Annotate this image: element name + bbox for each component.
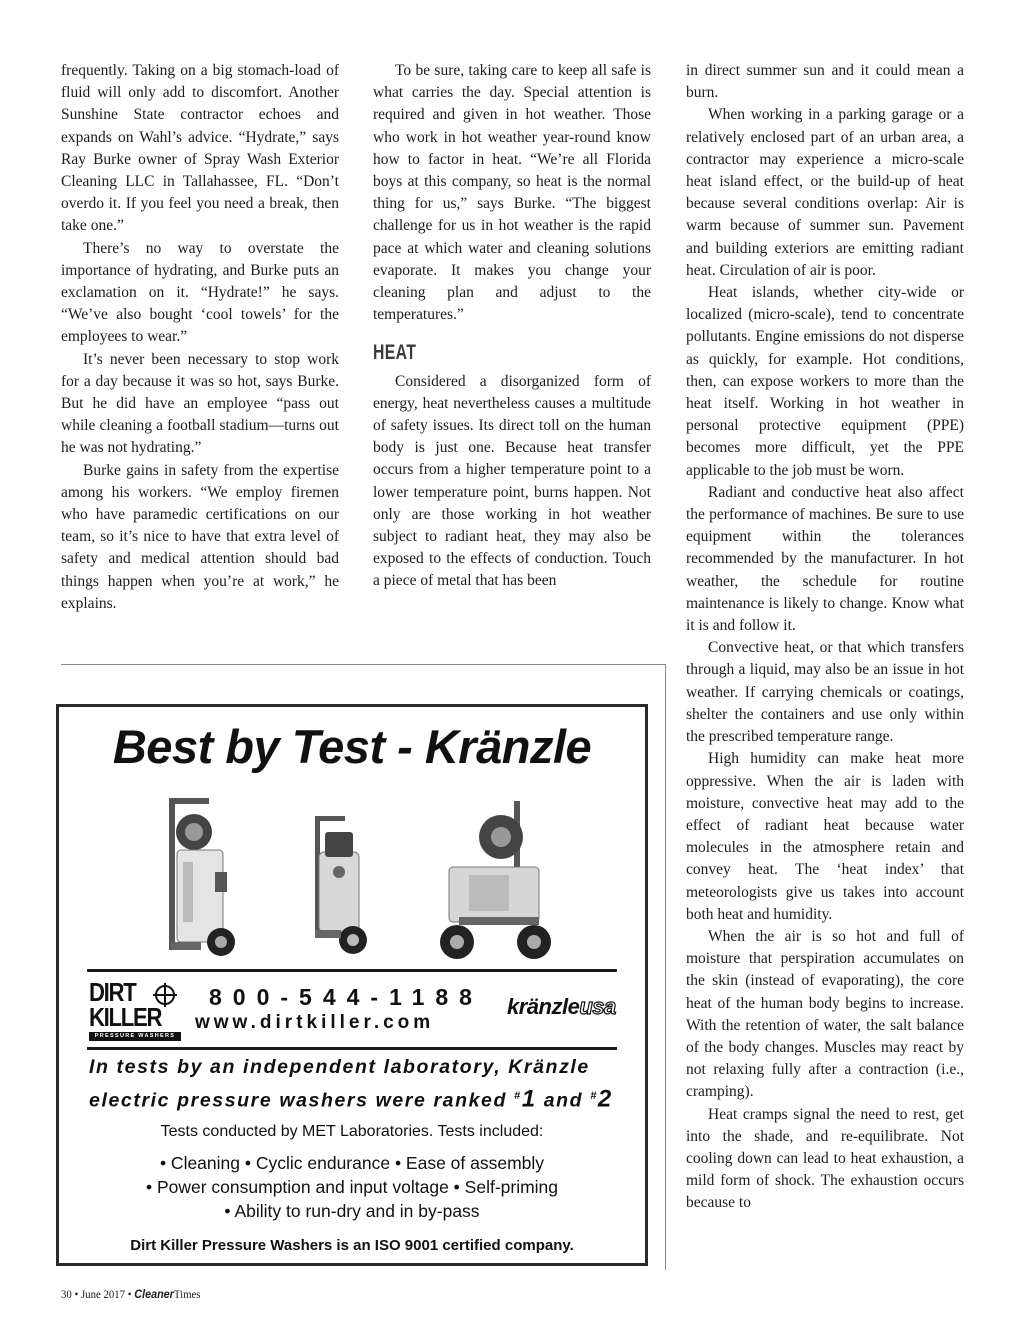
paragraph: in direct summer sun and it could mean a burn. [686,62,964,102]
paragraph: There’s no way to overstate the importance of hydrating, and Burke puts an exclamation on it. “Hydrate!” he says. “We’ve also bought ‘cool towels’ for the employees to wear.” [61,239,339,346]
article-column-2 [373,60,651,593]
kranzle-usa-logo: kränzleusa [507,994,616,1019]
paragraph: Radiant and conductive heat also affect the performance of machines. Be sure to use equipment within the tolerances recommended by the manufacturer. In hot weather, the schedule for routine maintenance is likely to change. Know what it is and follow it. [686,483,964,635]
paragraph: Heat islands, whether city-wide or localized (micro-scale), tend to concentrate pollutants. Engine emissions do not disperse as quickly, for example. Hot conditions, then, can expose workers to more than the heat itself. Working in hot weather in personal protective equipment (PPE) becomes more difficult, yet the PPE applicable to the job must be worn. [686,284,964,479]
paragraph: Considered a disorganized form of energy, heat nevertheless causes a multitude of safety issues. Its direct toll on the human body is just one. Because heat transfer occurs from a higher temperature point to a lower temperature point, burns happen. Not only are those working in hot weather subject to radiant heat, they may also be exposed to the effects of conduction. Touch a piece of metal that has been [373,372,651,590]
paragraph: Burke gains in safety from the expertise among his workers. “We employ firemen who have paramedic certifications on our team, so it’s nice to have that extra level of safety and medical attention should bad things happen when you’re at work,” he explains. [61,461,339,612]
article-column-1 [61,60,339,615]
horizontal-rule [61,664,665,665]
ad-phone: 800-544-1188 [209,984,483,1010]
ad-tests-intro: Tests conducted by MET Laboratories. Tests included: [160,1123,544,1140]
ad-bullet-list: • Cleaning • Cyclic endurance • Ease of assembly • Power consumption and input voltage • Self-priming • Ability to run-dry and in by-pass [145,1153,559,1221]
paragraph: When working in a parking garage or a relatively enclosed part of an urban area, a contractor may experience a micro-scale heat island effect, or the build-up of heat because several conditions overlap: Air is warm because of summer sun. Pavement and building exteriors are emitting radiant heat. Circulation of air is poor. [686,106,964,279]
paragraph: High humidity can make heat more oppressive. When the air is laden with moisture, convective heat may add to the effect of radiant heat because water molecules in the atmosphere retain and convey heat. The ‘heat index’ that meteorologists give us takes into account both heat and humidity. [686,750,964,923]
pressure-washer-image [289,812,389,967]
advertisement [56,704,648,1266]
ad-claim: In tests by an independent laboratory, Kränzle electric pressure washers were ranked #1 and #2 [89,1056,613,1113]
paragraph: Heat cramps signal the need to rest, get into the shade, and re-equilibrate. Not cooling down can lead to heat exhaustion, a mild form of shock. The exhaustion occurs because to [686,1105,964,1212]
product-images [119,787,599,967]
ad-divider [87,969,617,972]
pressure-washer-image [419,797,579,967]
paragraph: Convective heat, or that which transfers through a liquid, may also be an issue in hot weather. If carrying chemicals or coatings, shelter the containers and use only within the prescribed temperature range. [686,639,964,746]
ad-website: www.dirtkiller.com [195,1012,435,1033]
pressure-washer-image [149,792,259,967]
paragraph: It’s never been necessary to stop work for a day because it was so hot, says Burke. But he did have an employee “pass out while cleaning a football stadium—turns out he was not hydrating.” [61,350,339,457]
dirt-killer-logo: DIRT KILLER PRESSURE WASHERS [89,980,185,1044]
paragraph: When the air is so hot and full of moisture that perspiration accumulates on the skin (instead of evaporating), the core heat of the human body begins to increase. With the retention of water, the salt balance of the body changes. Muscles may react by not relaxing fully after a contraction (i.e., cramping). [686,927,964,1101]
page-footer: 30 • June 2017 • CleanerTimes [61,1287,201,1301]
section-heading: HEAT [373,341,417,365]
article-column-3 [686,60,964,1215]
ad-title: Best by Test - Kränzle [112,720,592,773]
vertical-rule [665,664,666,1270]
ad-divider [87,1047,617,1050]
paragraph: frequently. Taking on a big stomach-load of fluid will only add to discomfort. Another Sunshine State contractor echoes and expands on Wahl’s advice. “Hydrate,” says Ray Burke owner of Spray Wash Exterior Cleaning LLC in Tallahassee, FL. “Don’t overdo it. If you feel you need a break, then take one.” [61,62,339,235]
ad-iso-statement: Dirt Killer Pressure Washers is an ISO 9001 certified company. [130,1237,574,1254]
paragraph: To be sure, taking care to keep all safe is what carries the day. Special attention is required and given in hot weather. Those who work in hot weather year-round know how to factor in heat. “We’re all Florida boys at this company, so heat is the normal thing for us,” says Burke. “The biggest challenge for us in hot weather is the rapid pace at which water and cleaning solutions evaporate. It makes you change your cleaning plan and adjust to the temperatures.” [373,62,651,324]
crosshair-icon [153,983,177,1007]
